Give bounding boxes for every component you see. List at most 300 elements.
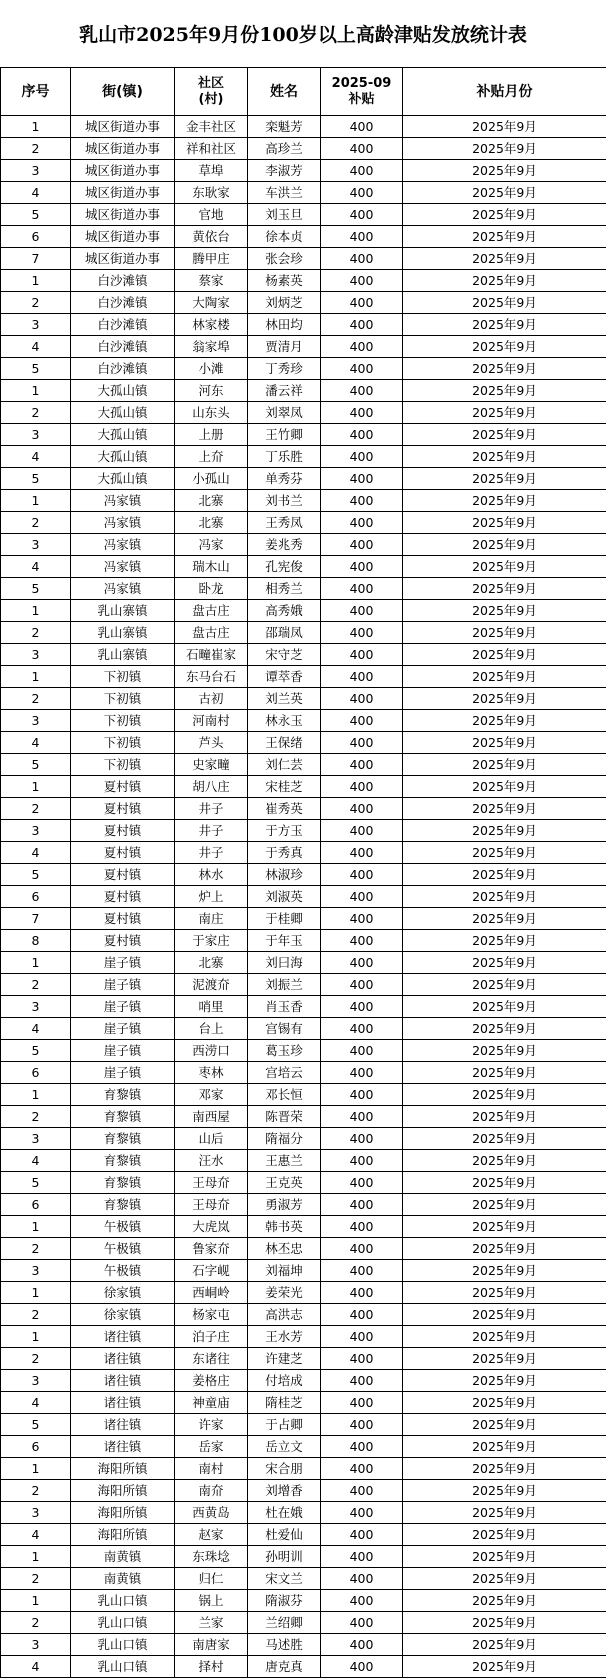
cell-subsidy: 400: [321, 1062, 403, 1084]
header-subsidy-line2: 补贴: [348, 91, 375, 107]
cell-name: 徐本贞: [248, 226, 321, 248]
cell-month: 2025年9月: [403, 1656, 606, 1678]
table-row: [1, 1084, 606, 1106]
cell-community: 东马台石: [175, 666, 248, 688]
cell-month: 2025年9月: [403, 754, 606, 776]
cell-seq: 5: [1, 468, 71, 490]
cell-name: 栾魁芳: [248, 116, 321, 138]
cell-seq: 5: [1, 1040, 71, 1062]
cell-community: 许家: [175, 1414, 248, 1436]
cell-street: 育黎镇: [71, 1084, 175, 1106]
cell-subsidy: 400: [321, 1040, 403, 1062]
table-row: [1, 1634, 606, 1656]
cell-seq: 1: [1, 776, 71, 798]
cell-month: 2025年9月: [403, 886, 606, 908]
cell-seq: 3: [1, 1502, 71, 1524]
cell-name: 宋文兰: [248, 1568, 321, 1590]
cell-street: 诸往镇: [71, 1370, 175, 1392]
cell-subsidy: 400: [321, 798, 403, 820]
cell-street: 崖子镇: [71, 996, 175, 1018]
cell-community: 邓家: [175, 1084, 248, 1106]
header-community: [175, 68, 248, 116]
cell-community: 东耿家: [175, 182, 248, 204]
cell-seq: 4: [1, 1018, 71, 1040]
table-row: [1, 776, 606, 798]
cell-seq: 3: [1, 1260, 71, 1282]
cell-month: 2025年9月: [403, 1524, 606, 1546]
cell-seq: 4: [1, 1392, 71, 1414]
cell-subsidy: 400: [321, 1282, 403, 1304]
cell-seq: 7: [1, 908, 71, 930]
cell-name: 于占卿: [248, 1414, 321, 1436]
table-row: [1, 534, 606, 556]
cell-subsidy: 400: [321, 644, 403, 666]
cell-month: 2025年9月: [403, 1634, 606, 1656]
cell-name: 刘福坤: [248, 1260, 321, 1282]
cell-street: 下初镇: [71, 754, 175, 776]
header-street: 街(镇): [71, 68, 175, 116]
cell-community: 山后: [175, 1128, 248, 1150]
cell-street: 冯家镇: [71, 534, 175, 556]
cell-subsidy: 400: [321, 204, 403, 226]
page-title: 乳山市2025年9月份100岁以上高龄津贴发放统计表: [0, 0, 606, 68]
cell-name: 于桂卿: [248, 908, 321, 930]
table-row: [1, 292, 606, 314]
cell-subsidy: 400: [321, 468, 403, 490]
cell-community: 西峒岭: [175, 1282, 248, 1304]
cell-seq: 3: [1, 644, 71, 666]
cell-street: 诸往镇: [71, 1436, 175, 1458]
cell-community: 南唐家: [175, 1634, 248, 1656]
cell-subsidy: 400: [321, 820, 403, 842]
cell-month: 2025年9月: [403, 644, 606, 666]
cell-subsidy: 400: [321, 556, 403, 578]
cell-street: 南黄镇: [71, 1546, 175, 1568]
cell-subsidy: 400: [321, 578, 403, 600]
cell-month: 2025年9月: [403, 1260, 606, 1282]
cell-month: 2025年9月: [403, 468, 606, 490]
cell-community: 台上: [175, 1018, 248, 1040]
cell-name: 王竹卿: [248, 424, 321, 446]
cell-community: 鲁家夼: [175, 1238, 248, 1260]
cell-street: 崖子镇: [71, 1062, 175, 1084]
cell-subsidy: 400: [321, 446, 403, 468]
table-row: [1, 666, 606, 688]
cell-name: 林淑珍: [248, 864, 321, 886]
cell-month: 2025年9月: [403, 732, 606, 754]
cell-month: 2025年9月: [403, 1568, 606, 1590]
table-row: [1, 182, 606, 204]
cell-street: 下初镇: [71, 732, 175, 754]
cell-community: 东诸往: [175, 1348, 248, 1370]
cell-month: 2025年9月: [403, 380, 606, 402]
cell-community: 井子: [175, 798, 248, 820]
cell-subsidy: 400: [321, 182, 403, 204]
cell-subsidy: 400: [321, 1436, 403, 1458]
cell-month: 2025年9月: [403, 556, 606, 578]
cell-street: 夏村镇: [71, 908, 175, 930]
cell-community: 杨家屯: [175, 1304, 248, 1326]
table-row: [1, 226, 606, 248]
cell-month: 2025年9月: [403, 512, 606, 534]
table-row: [1, 1018, 606, 1040]
cell-month: 2025年9月: [403, 1414, 606, 1436]
cell-subsidy: 400: [321, 842, 403, 864]
cell-name: 张会珍: [248, 248, 321, 270]
cell-community: 姜格庄: [175, 1370, 248, 1392]
cell-seq: 3: [1, 1128, 71, 1150]
cell-community: 南庄: [175, 908, 248, 930]
cell-community: 南西屋: [175, 1106, 248, 1128]
cell-subsidy: 400: [321, 336, 403, 358]
table-row: [1, 864, 606, 886]
cell-name: 邓长恒: [248, 1084, 321, 1106]
cell-street: 冯家镇: [71, 490, 175, 512]
table-row: [1, 468, 606, 490]
table-row: [1, 380, 606, 402]
cell-name: 林田均: [248, 314, 321, 336]
cell-community: 小滩: [175, 358, 248, 380]
cell-subsidy: 400: [321, 138, 403, 160]
cell-street: 城区街道办事: [71, 160, 175, 182]
cell-subsidy: 400: [321, 666, 403, 688]
cell-name: 孔宪俊: [248, 556, 321, 578]
cell-street: 育黎镇: [71, 1150, 175, 1172]
cell-month: 2025年9月: [403, 1436, 606, 1458]
cell-community: 井子: [175, 820, 248, 842]
cell-month: 2025年9月: [403, 600, 606, 622]
cell-community: 于家庄: [175, 930, 248, 952]
cell-community: 兰家: [175, 1612, 248, 1634]
table-row: [1, 1150, 606, 1172]
table-row: [1, 1370, 606, 1392]
cell-street: 乳山寨镇: [71, 644, 175, 666]
cell-community: 锅上: [175, 1590, 248, 1612]
cell-month: 2025年9月: [403, 1590, 606, 1612]
cell-month: 2025年9月: [403, 622, 606, 644]
cell-month: 2025年9月: [403, 1238, 606, 1260]
cell-name: 贾清月: [248, 336, 321, 358]
cell-seq: 4: [1, 336, 71, 358]
cell-seq: 4: [1, 842, 71, 864]
cell-month: 2025年9月: [403, 204, 606, 226]
cell-month: 2025年9月: [403, 1040, 606, 1062]
cell-month: 2025年9月: [403, 490, 606, 512]
table-row: [1, 160, 606, 182]
cell-name: 杨素英: [248, 270, 321, 292]
cell-name: 孙明训: [248, 1546, 321, 1568]
table-row: [1, 644, 606, 666]
cell-name: 杜在娥: [248, 1502, 321, 1524]
cell-subsidy: 400: [321, 1524, 403, 1546]
cell-subsidy: 400: [321, 314, 403, 336]
cell-subsidy: 400: [321, 1590, 403, 1612]
cell-street: 下初镇: [71, 710, 175, 732]
cell-street: 白沙滩镇: [71, 336, 175, 358]
table-row: [1, 952, 606, 974]
cell-month: 2025年9月: [403, 1392, 606, 1414]
cell-seq: 2: [1, 1612, 71, 1634]
cell-seq: 5: [1, 1172, 71, 1194]
cell-name: 刘玉旦: [248, 204, 321, 226]
cell-month: 2025年9月: [403, 842, 606, 864]
cell-subsidy: 400: [321, 248, 403, 270]
cell-street: 南黄镇: [71, 1568, 175, 1590]
cell-month: 2025年9月: [403, 1194, 606, 1216]
cell-month: 2025年9月: [403, 776, 606, 798]
table-row: [1, 1238, 606, 1260]
cell-subsidy: 400: [321, 952, 403, 974]
cell-name: 许建芝: [248, 1348, 321, 1370]
cell-name: 姜兆秀: [248, 534, 321, 556]
cell-name: 谭萃香: [248, 666, 321, 688]
cell-seq: 4: [1, 182, 71, 204]
cell-community: 腾甲庄: [175, 248, 248, 270]
cell-name: 韩书英: [248, 1216, 321, 1238]
table-row: [1, 1040, 606, 1062]
cell-name: 刘翠凤: [248, 402, 321, 424]
table-row: [1, 1348, 606, 1370]
cell-subsidy: 400: [321, 1656, 403, 1678]
cell-subsidy: 400: [321, 1458, 403, 1480]
cell-name: 邵瑞凤: [248, 622, 321, 644]
cell-seq: 3: [1, 1370, 71, 1392]
cell-street: 徐家镇: [71, 1304, 175, 1326]
table-row: [1, 1304, 606, 1326]
cell-month: 2025年9月: [403, 1062, 606, 1084]
cell-street: 乳山口镇: [71, 1634, 175, 1656]
cell-seq: 2: [1, 798, 71, 820]
cell-subsidy: 400: [321, 534, 403, 556]
cell-month: 2025年9月: [403, 226, 606, 248]
cell-month: 2025年9月: [403, 864, 606, 886]
cell-street: 育黎镇: [71, 1172, 175, 1194]
cell-subsidy: 400: [321, 600, 403, 622]
cell-seq: 2: [1, 1348, 71, 1370]
cell-community: 东珠埝: [175, 1546, 248, 1568]
cell-month: 2025年9月: [403, 1612, 606, 1634]
table-row: [1, 1260, 606, 1282]
table-row: [1, 732, 606, 754]
cell-seq: 3: [1, 160, 71, 182]
table-row: [1, 1172, 606, 1194]
cell-name: 杜爱仙: [248, 1524, 321, 1546]
cell-subsidy: 400: [321, 1304, 403, 1326]
cell-name: 王水芳: [248, 1326, 321, 1348]
cell-name: 潘云祥: [248, 380, 321, 402]
cell-seq: 1: [1, 380, 71, 402]
cell-seq: 7: [1, 248, 71, 270]
table-row: [1, 1282, 606, 1304]
cell-community: 山东头: [175, 402, 248, 424]
cell-seq: 4: [1, 446, 71, 468]
cell-community: 胡八庄: [175, 776, 248, 798]
cell-name: 刘增香: [248, 1480, 321, 1502]
table-row: [1, 446, 606, 468]
cell-month: 2025年9月: [403, 314, 606, 336]
cell-street: 午极镇: [71, 1260, 175, 1282]
cell-seq: 3: [1, 1634, 71, 1656]
cell-community: 择村: [175, 1656, 248, 1678]
table-row: [1, 424, 606, 446]
cell-seq: 3: [1, 314, 71, 336]
table-row: [1, 116, 606, 138]
cell-street: 诸往镇: [71, 1392, 175, 1414]
cell-subsidy: 400: [321, 1128, 403, 1150]
table-row: [1, 930, 606, 952]
cell-month: 2025年9月: [403, 1326, 606, 1348]
cell-street: 城区街道办事: [71, 138, 175, 160]
cell-street: 午极镇: [71, 1216, 175, 1238]
table-row: [1, 490, 606, 512]
cell-seq: 1: [1, 270, 71, 292]
header-name: 姓名: [248, 68, 321, 116]
cell-month: 2025年9月: [403, 820, 606, 842]
cell-month: 2025年9月: [403, 292, 606, 314]
cell-seq: 1: [1, 666, 71, 688]
cell-street: 白沙滩镇: [71, 270, 175, 292]
cell-name: 陈晋荣: [248, 1106, 321, 1128]
cell-seq: 4: [1, 732, 71, 754]
cell-community: 卧龙: [175, 578, 248, 600]
cell-street: 乳山口镇: [71, 1656, 175, 1678]
cell-community: 王母夼: [175, 1194, 248, 1216]
cell-name: 于方玉: [248, 820, 321, 842]
table-row: [1, 556, 606, 578]
cell-subsidy: 400: [321, 1414, 403, 1436]
cell-subsidy: 400: [321, 1238, 403, 1260]
cell-street: 海阳所镇: [71, 1502, 175, 1524]
cell-community: 蔡家: [175, 270, 248, 292]
cell-street: 下初镇: [71, 688, 175, 710]
cell-community: 金丰社区: [175, 116, 248, 138]
cell-street: 白沙滩镇: [71, 314, 175, 336]
cell-street: 大孤山镇: [71, 402, 175, 424]
cell-name: 高珍兰: [248, 138, 321, 160]
cell-name: 付培成: [248, 1370, 321, 1392]
cell-seq: 8: [1, 930, 71, 952]
cell-subsidy: 400: [321, 1172, 403, 1194]
cell-name: 姜荣光: [248, 1282, 321, 1304]
cell-street: 冯家镇: [71, 512, 175, 534]
cell-name: 宫培云: [248, 1062, 321, 1084]
cell-month: 2025年9月: [403, 138, 606, 160]
cell-name: 刘振兰: [248, 974, 321, 996]
cell-month: 2025年9月: [403, 534, 606, 556]
cell-subsidy: 400: [321, 688, 403, 710]
cell-community: 井子: [175, 842, 248, 864]
cell-subsidy: 400: [321, 116, 403, 138]
cell-community: 史家疃: [175, 754, 248, 776]
cell-seq: 3: [1, 710, 71, 732]
table-row: [1, 204, 606, 226]
header-seq: 序号: [1, 68, 71, 116]
table-row: [1, 512, 606, 534]
table-row: [1, 1194, 606, 1216]
cell-seq: 1: [1, 952, 71, 974]
cell-seq: 2: [1, 1106, 71, 1128]
cell-street: 冯家镇: [71, 578, 175, 600]
table-row: [1, 798, 606, 820]
cell-name: 李淑芳: [248, 160, 321, 182]
cell-community: 芦头: [175, 732, 248, 754]
table-row: [1, 842, 606, 864]
cell-subsidy: 400: [321, 292, 403, 314]
cell-name: 隋淑芬: [248, 1590, 321, 1612]
cell-community: 北寨: [175, 490, 248, 512]
cell-month: 2025年9月: [403, 908, 606, 930]
cell-seq: 2: [1, 1238, 71, 1260]
cell-seq: 2: [1, 292, 71, 314]
cell-street: 乳山口镇: [71, 1590, 175, 1612]
cell-name: 肖玉香: [248, 996, 321, 1018]
cell-month: 2025年9月: [403, 974, 606, 996]
cell-seq: 1: [1, 1282, 71, 1304]
header-subsidy: [321, 68, 403, 116]
table-row: [1, 578, 606, 600]
cell-street: 大孤山镇: [71, 446, 175, 468]
cell-seq: 1: [1, 1546, 71, 1568]
cell-street: 大孤山镇: [71, 468, 175, 490]
cell-community: 归仁: [175, 1568, 248, 1590]
table-row: [1, 1062, 606, 1084]
cell-street: 海阳所镇: [71, 1480, 175, 1502]
cell-seq: 2: [1, 622, 71, 644]
cell-street: 夏村镇: [71, 864, 175, 886]
table-row: [1, 996, 606, 1018]
table-row: [1, 886, 606, 908]
table-row: [1, 248, 606, 270]
table-row: [1, 820, 606, 842]
header-subsidy-line1: 2025-09: [331, 75, 392, 91]
cell-seq: 1: [1, 1326, 71, 1348]
cell-name: 王秀凤: [248, 512, 321, 534]
cell-month: 2025年9月: [403, 1106, 606, 1128]
cell-street: 诸往镇: [71, 1348, 175, 1370]
cell-seq: 5: [1, 578, 71, 600]
cell-street: 崖子镇: [71, 1018, 175, 1040]
cell-community: 大虎岚: [175, 1216, 248, 1238]
cell-seq: 6: [1, 226, 71, 248]
table-row: [1, 1216, 606, 1238]
cell-subsidy: 400: [321, 1260, 403, 1282]
cell-community: 黄依台: [175, 226, 248, 248]
cell-subsidy: 400: [321, 424, 403, 446]
cell-street: 乳山口镇: [71, 1612, 175, 1634]
cell-community: 古初: [175, 688, 248, 710]
cell-name: 丁秀珍: [248, 358, 321, 380]
cell-street: 海阳所镇: [71, 1458, 175, 1480]
cell-community: 石疃崔家: [175, 644, 248, 666]
cell-subsidy: 400: [321, 886, 403, 908]
cell-subsidy: 400: [321, 710, 403, 732]
cell-month: 2025年9月: [403, 1150, 606, 1172]
cell-seq: 2: [1, 1568, 71, 1590]
cell-community: 石字岘: [175, 1260, 248, 1282]
cell-month: 2025年9月: [403, 336, 606, 358]
cell-seq: 5: [1, 1414, 71, 1436]
cell-name: 刘兰英: [248, 688, 321, 710]
cell-name: 宋合朋: [248, 1458, 321, 1480]
cell-community: 盘古庄: [175, 600, 248, 622]
cell-seq: 4: [1, 556, 71, 578]
cell-street: 育黎镇: [71, 1128, 175, 1150]
cell-street: 夏村镇: [71, 820, 175, 842]
cell-subsidy: 400: [321, 1194, 403, 1216]
cell-seq: 2: [1, 1304, 71, 1326]
cell-street: 乳山寨镇: [71, 600, 175, 622]
cell-name: 唐克真: [248, 1656, 321, 1678]
